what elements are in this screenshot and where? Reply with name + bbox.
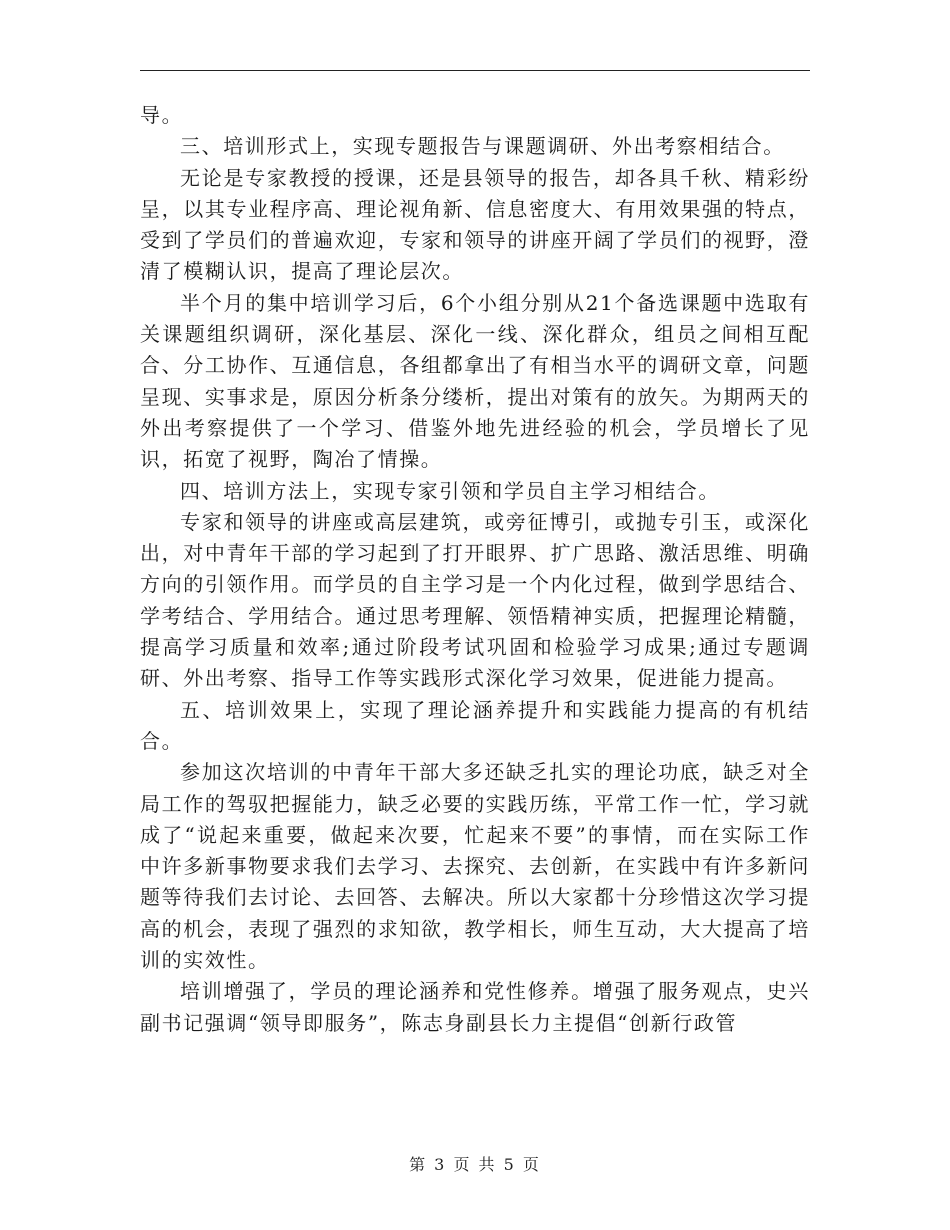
paragraph-3: 无论是专家教授的授课，还是县领导的报告，却各具千秋、精彩纷呈，以其专业程序高、理论视角新、信息密度大、有用效果强的特点，受到了学员们的普遍欢迎，专家和领导的讲座开阔了学员们的视野，澄清了模糊认识，提高了理论层次。: [140, 165, 810, 284]
paragraph-1: 导。: [140, 103, 184, 127]
document-body: [140, 100, 832, 1039]
paragraph-5-heading: 四、培训方法上，实现专家引领和学员自主学习相结合。: [180, 478, 720, 503]
paragraph-2-heading: 三、培训形式上，实现专题报告与课题调研、外出考察相结合。: [180, 134, 785, 159]
page-footer: 第 3 页 共 5 页: [409, 1155, 541, 1174]
paragraph-9: 培训增强了，学员的理论涵养和党性修养。增强了服务观点，史兴副书记强调“领导即服务”，陈志身副县长力主提倡“创新行政管: [140, 979, 810, 1035]
header-rule: [140, 70, 810, 71]
paragraph-8: 参加这次培训的中青年干部大多还缺乏扎实的理论功底，缺乏对全局工作的驾驭把握能力，缺乏必要的实践历练，平常工作一忙，学习就成了“说起来重要，做起来次要，忙起来不要”的事情，而在实际工作中许多新事物要求我们去学习、去探究、去创新，在实践中有许多新问题等待我们去讨论、去回答、去解决。所以大家都十分珍惜这次学习提高的机会，表现了强烈的求知欲，教学相长，师生互动，大大提高了培训的实效性。: [140, 760, 810, 973]
paragraph-6: 专家和领导的讲座或高层建筑，或旁征博引，或抛专引玉，或深化 出，对中青年干部的学习起到了打开眼界、扩广思路、激活思维、明确方向的引领作用。而学员的自主学习是一个内化过程，做到学思结合、学考结合、学用结合。通过思考理解、领悟精神实质，把握理论精髓，提高学习质量和效率;通过阶段考试巩固和检验学习成果;通过专题调研、外出考察、指导工作等实践形式深化学习效果，促进能力提高。: [140, 509, 832, 691]
paragraph-4: 半个月的集中培训学习后，6个小组分别从21个备选课题中选取有关课题组织调研，深化基层、深化一线、深化群众，组员之间相互配合、分工协作、互通信息，各组都拿出了有相当水平的调研文章，问题呈现、实事求是，原因分析条分缕析，提出对策有的放矢。为期两天的外出考察提供了一个学习、借鉴外地先进经验的机会，学员增长了见识，拓宽了视野，陶冶了情操。: [140, 290, 810, 472]
paragraph-7-heading: 五、培训效果上，实现了理论涵养提升和实践能力提高的有机结合。: [140, 697, 810, 753]
